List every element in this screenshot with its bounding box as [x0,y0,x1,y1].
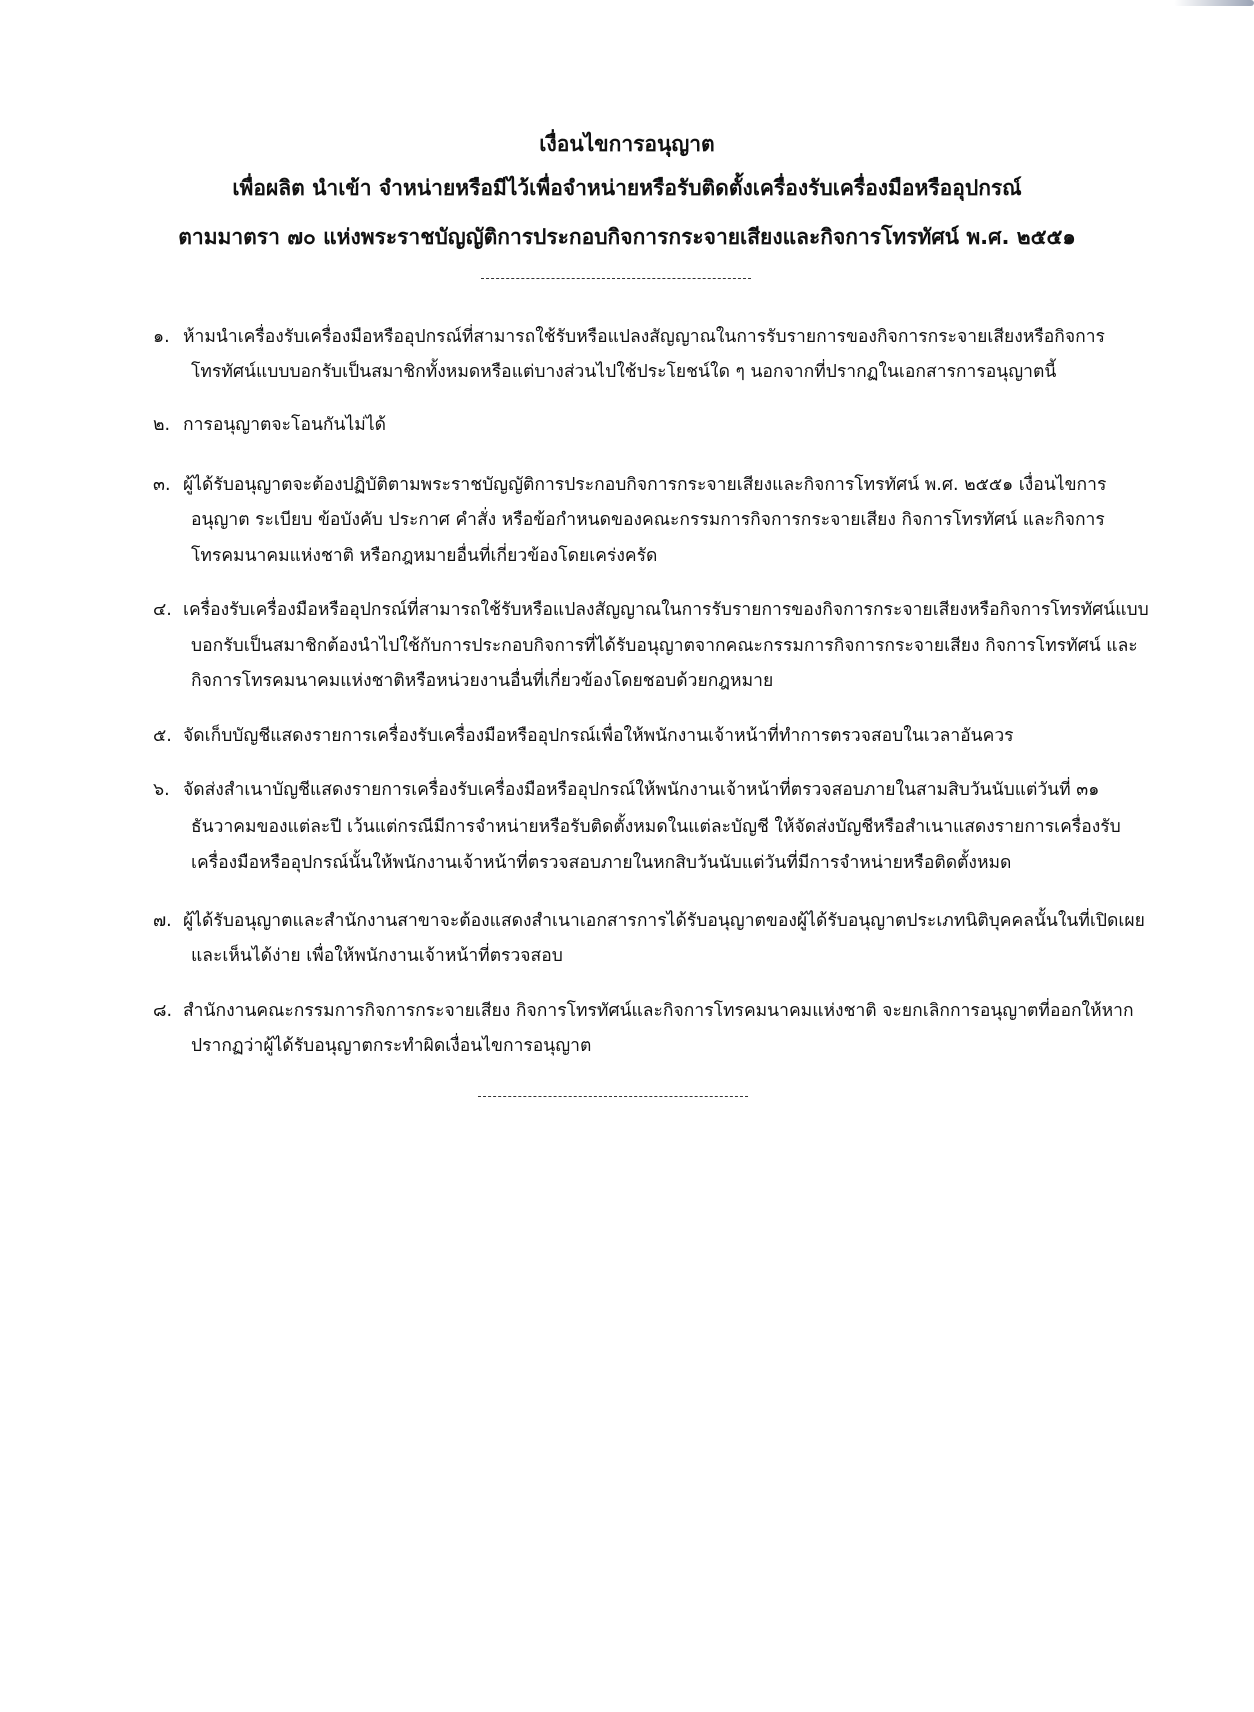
top-divider [481,278,751,279]
condition-text-line: เครื่องมือหรืออุปกรณ์นั้นให้พนักงานเจ้าหน้าที่ตรวจสอบภายในหกสิบวันนับแต่วันที่มีการจำหน่ายหรือติดตั้งหมด [191,853,1012,873]
condition-number: ๓. [153,475,171,495]
document-subtitle-2: ตามมาตรา ๗๐ แห่งพระราชบัญญัติการประกอบกิจการกระจายเสียงและกิจการโทรทัศน์ พ.ศ. ๒๕๕๑ [178,225,1076,249]
condition-text-line: และเห็นได้ง่าย เพื่อให้พนักงานเจ้าหน้าที่ตรวจสอบ [191,946,563,966]
condition-text-line: บอกรับเป็นสมาชิกต้องนำไปใช้กับการประกอบกิจการที่ได้รับอนุญาตจากคณะกรรมการกิจการกระจายเสียง กิจการโทรทัศน์ และ [191,636,1138,656]
condition-text-line: ผู้ได้รับอนุญาตจะต้องปฏิบัติตามพระราชบัญญัติการประกอบกิจการกระจายเสียงและกิจการโทรทัศน์ พ.ศ. ๒๕๕๑ เงื่อนไขการ [183,475,1107,495]
condition-text-line: สำนักงานคณะกรรมการกิจการกระจายเสียง กิจการโทรทัศน์และกิจการโทรคมนาคมแห่งชาติ จะยกเลิกการอนุญาตที่ออกให้หาก [183,1001,1134,1021]
scan-artifact [1174,0,1254,6]
condition-number: ๕. [153,726,172,746]
condition-text-line: ห้ามนำเครื่องรับเครื่องมือหรืออุปกรณ์ที่สามารถใช้รับหรือแปลงสัญญาณในการรับรายการของกิจการกระจายเสียงหรือกิจการ [183,327,1105,347]
bottom-divider [478,1096,748,1097]
condition-number: ๑. [153,327,170,347]
document-subtitle-1: เพื่อผลิต นำเข้า จำหน่ายหรือมีไว้เพื่อจำหน่ายหรือรับติดตั้งเครื่องรับเครื่องมือหรืออุปกรณ์ [232,176,1022,200]
condition-number: ๔. [153,600,172,620]
condition-text-line: จัดเก็บบัญชีแสดงรายการเครื่องรับเครื่องมือหรืออุปกรณ์เพื่อให้พนักงานเจ้าหน้าที่ทำการตรวจสอบในเวลาอันควร [183,726,1014,746]
condition-text-line: เครื่องรับเครื่องมือหรืออุปกรณ์ที่สามารถใช้รับหรือแปลงสัญญาณในการรับรายการของกิจการกระจายเสียงหรือกิจการโทรทัศน์แบบ [183,600,1149,620]
condition-text-line: โทรคมนาคมแห่งชาติ หรือกฎหมายอื่นที่เกี่ยวข้องโดยเคร่งครัด [191,546,658,566]
condition-number: ๗. [153,911,172,931]
document-title: เงื่อนไขการอนุญาต [539,132,715,156]
condition-number: ๒. [153,415,171,435]
condition-text-line: จัดส่งสำเนาบัญชีแสดงรายการเครื่องรับเครื่องมือหรืออุปกรณ์ให้พนักงานเจ้าหน้าที่ตรวจสอบภายในสามสิบวันนับแต่วันที่ ๓๑ [183,780,1100,800]
condition-text-line: การอนุญาตจะโอนกันไม่ได้ [183,415,386,435]
condition-text-line: ธันวาคมของแต่ละปี เว้นแต่กรณีมีการจำหน่ายหรือรับติดตั้งหมดในแต่ละบัญชี ให้จัดส่งบัญชีหรือสำเนาแสดงรายการเครื่องรับ [191,817,1121,837]
condition-text-line: ปรากฏว่าผู้ได้รับอนุญาตกระทำผิดเงื่อนไขการอนุญาต [191,1036,592,1056]
condition-number: ๘. [153,1001,173,1021]
condition-text-line: อนุญาต ระเบียบ ข้อบังคับ ประกาศ คำสั่ง หรือข้อกำหนดของคณะกรรมการกิจการกระจายเสียง กิจการโทรทัศน์ และกิจการ [191,510,1105,530]
condition-text-line: ผู้ได้รับอนุญาตและสำนักงานสาขาจะต้องแสดงสำเนาเอกสารการได้รับอนุญาตของผู้ได้รับอนุญาตประเภทนิติบุคคลนั้นในที่เปิดเผย [183,911,1145,931]
condition-number: ๖. [153,780,170,800]
condition-text-line: กิจการโทรคมนาคมแห่งชาติหรือหน่วยงานอื่นที่เกี่ยวข้องโดยชอบด้วยกฎหมาย [191,671,774,691]
condition-text-line: โทรทัศน์แบบบอกรับเป็นสมาชิกทั้งหมดหรือแต่บางส่วนไปใช้ประโยชน์ใด ๆ นอกจากที่ปรากฏในเอกสารการอนุญาตนี้ [191,362,1057,382]
